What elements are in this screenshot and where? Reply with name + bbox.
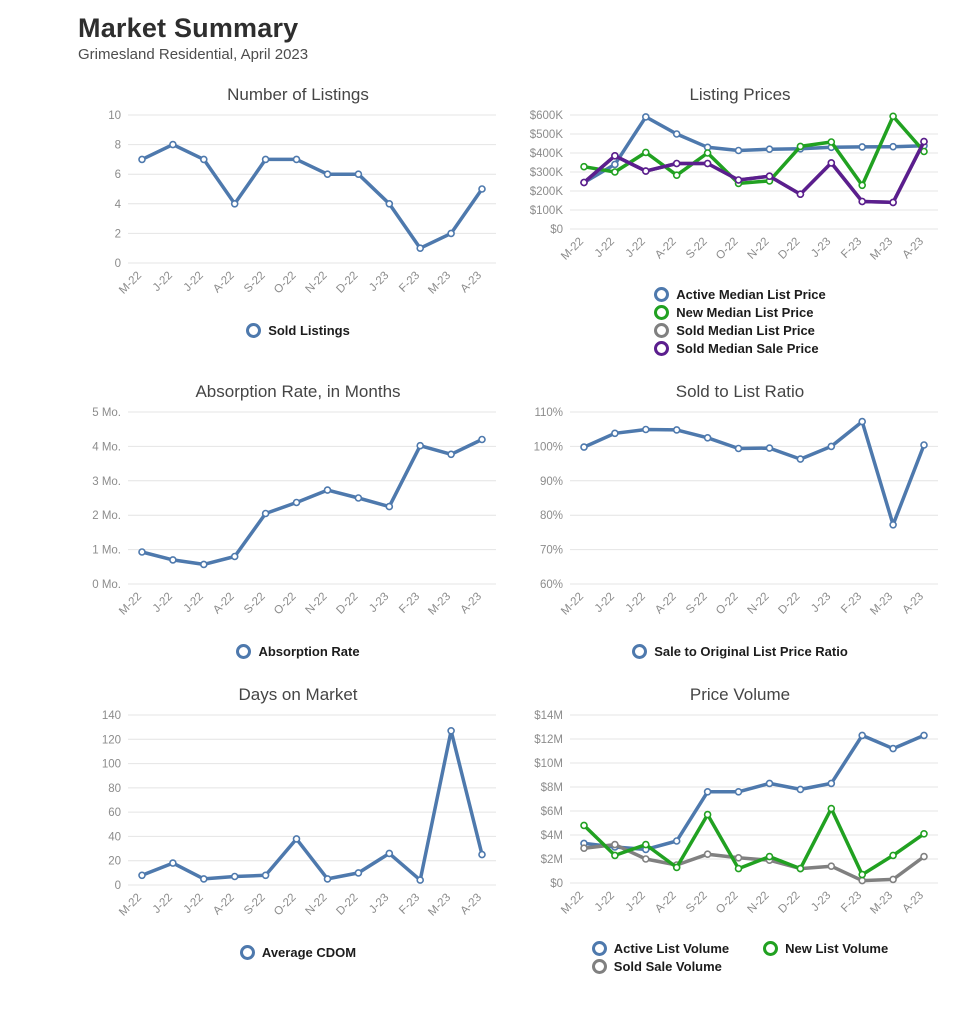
line-chart-canvas[interactable]: [520, 707, 950, 941]
legend-ring-icon: [592, 959, 607, 974]
svg-text:M-23: M-23: [868, 235, 896, 263]
svg-text:$200K: $200K: [529, 185, 563, 198]
svg-text:F-23: F-23: [839, 889, 865, 915]
svg-text:2 Mo.: 2 Mo.: [92, 509, 121, 522]
svg-text:$4M: $4M: [540, 829, 563, 842]
svg-text:$400K: $400K: [529, 147, 563, 160]
svg-text:$8M: $8M: [540, 781, 563, 794]
svg-text:$0: $0: [550, 223, 563, 236]
svg-text:F-23: F-23: [839, 235, 865, 261]
legend-ring-icon: [763, 941, 778, 956]
svg-text:A-22: A-22: [653, 235, 679, 261]
svg-text:J-22: J-22: [181, 891, 206, 916]
svg-text:S-22: S-22: [242, 590, 268, 616]
svg-text:J-23: J-23: [809, 590, 834, 615]
svg-text:8: 8: [114, 139, 121, 152]
chart-listing-prices: [520, 85, 960, 356]
legend-item-sold-median-sale-price[interactable]: [654, 341, 818, 356]
svg-text:M-22: M-22: [559, 590, 587, 618]
chart-title: Sold to List Ratio: [675, 381, 805, 401]
svg-text:20: 20: [108, 855, 121, 868]
legend-label: Absorption Rate: [258, 643, 360, 659]
svg-text:M-23: M-23: [868, 889, 896, 917]
legend-label: Sold Sale Volume: [613, 958, 722, 974]
svg-text:$6M: $6M: [540, 805, 563, 818]
svg-text:O-22: O-22: [714, 889, 741, 916]
svg-text:O-22: O-22: [272, 891, 299, 918]
chart-days-on-market: [78, 685, 518, 974]
line-chart-canvas[interactable]: [78, 404, 508, 642]
svg-text:M-23: M-23: [426, 891, 454, 919]
svg-text:N-22: N-22: [745, 235, 772, 262]
svg-text:S-22: S-22: [684, 590, 710, 616]
legend-ring-icon: [654, 323, 669, 338]
chart-title: Absorption Rate, in Months: [195, 381, 401, 401]
svg-text:A-22: A-22: [211, 891, 237, 917]
chart-sold-to-list-ratio: [520, 382, 960, 659]
legend-item-sold-sale-volume[interactable]: [592, 959, 722, 974]
svg-text:$12M: $12M: [534, 733, 563, 746]
legend-item-sale-to-original-list-price-ratio[interactable]: [632, 644, 848, 659]
svg-text:N-22: N-22: [303, 590, 330, 617]
svg-text:S-22: S-22: [242, 891, 268, 917]
svg-text:M-23: M-23: [426, 269, 454, 297]
svg-text:S-22: S-22: [684, 235, 710, 261]
chart-legend: [654, 287, 826, 356]
svg-text:40: 40: [108, 831, 121, 844]
svg-text:A-23: A-23: [458, 891, 485, 917]
svg-text:J-22: J-22: [150, 269, 176, 294]
chart-legend: [592, 941, 888, 974]
line-chart-canvas[interactable]: [78, 707, 508, 943]
svg-text:D-22: D-22: [334, 891, 361, 918]
legend-ring-icon: [240, 945, 255, 960]
svg-text:M-23: M-23: [426, 590, 454, 618]
chart-legend: [78, 945, 518, 960]
legend-item-new-median-list-price[interactable]: [654, 305, 813, 320]
svg-text:J-22: J-22: [592, 235, 618, 260]
line-chart-canvas[interactable]: [520, 107, 950, 287]
svg-text:A-22: A-22: [653, 889, 679, 915]
legend-item-active-median-list-price[interactable]: [654, 287, 826, 302]
svg-text:A-23: A-23: [458, 269, 485, 295]
svg-text:A-22: A-22: [653, 590, 679, 616]
svg-text:0: 0: [114, 257, 121, 270]
svg-text:$10M: $10M: [534, 757, 563, 770]
svg-text:4 Mo.: 4 Mo.: [92, 441, 121, 454]
svg-text:J-23: J-23: [809, 889, 834, 914]
svg-text:5 Mo.: 5 Mo.: [92, 406, 121, 419]
chart-title: Days on Market: [238, 684, 358, 704]
svg-text:F-23: F-23: [397, 891, 423, 917]
svg-text:M-22: M-22: [117, 590, 145, 618]
legend-label: Sale to Original List Price Ratio: [654, 643, 848, 659]
legend-item-absorption-rate[interactable]: [236, 644, 359, 659]
legend-ring-icon: [246, 323, 261, 338]
chart-title: Price Volume: [689, 684, 791, 704]
svg-text:6: 6: [114, 168, 121, 181]
chart-title: Listing Prices: [689, 84, 791, 104]
svg-text:140: 140: [101, 709, 121, 722]
svg-text:0 Mo.: 0 Mo.: [92, 578, 121, 591]
legend-label: New Median List Price: [676, 304, 814, 320]
svg-text:2: 2: [114, 228, 121, 241]
svg-text:N-22: N-22: [303, 269, 330, 296]
svg-text:J-23: J-23: [367, 269, 392, 294]
svg-text:M-22: M-22: [117, 891, 145, 919]
svg-text:N-22: N-22: [303, 891, 330, 918]
chart-legend: [78, 644, 518, 659]
legend-label: Average CDOM: [261, 944, 357, 960]
chart-absorption-rate: [78, 382, 518, 659]
svg-text:J-22: J-22: [623, 590, 648, 615]
svg-text:O-22: O-22: [272, 269, 299, 296]
svg-text:60: 60: [108, 806, 121, 819]
svg-text:D-22: D-22: [776, 590, 803, 617]
svg-text:O-22: O-22: [272, 590, 299, 617]
legend-ring-icon: [654, 287, 669, 302]
svg-text:$14M: $14M: [534, 709, 563, 722]
legend-item-sold-listings[interactable]: [246, 323, 350, 338]
svg-text:80: 80: [108, 782, 121, 795]
svg-text:J-23: J-23: [809, 235, 834, 260]
svg-text:O-22: O-22: [714, 235, 741, 262]
svg-text:4: 4: [114, 198, 121, 211]
svg-text:$500K: $500K: [529, 128, 563, 141]
svg-text:120: 120: [101, 733, 121, 746]
svg-text:J-23: J-23: [367, 590, 392, 615]
svg-text:110%: 110%: [534, 406, 563, 419]
svg-text:D-22: D-22: [776, 889, 803, 916]
line-chart-canvas[interactable]: [78, 107, 508, 321]
svg-text:$300K: $300K: [529, 166, 563, 179]
svg-text:A-23: A-23: [900, 590, 927, 616]
svg-text:10: 10: [108, 109, 121, 122]
legend-label: Sold Median Sale Price: [676, 340, 819, 356]
svg-text:$2M: $2M: [540, 853, 563, 866]
legend-item-active-list-volume[interactable]: [592, 941, 729, 956]
svg-text:D-22: D-22: [334, 590, 361, 617]
chart-legend: [520, 644, 960, 659]
svg-text:A-23: A-23: [458, 590, 485, 616]
svg-text:90%: 90%: [539, 475, 563, 488]
svg-text:A-22: A-22: [211, 269, 237, 295]
legend-ring-icon: [632, 644, 647, 659]
svg-text:M-23: M-23: [868, 590, 896, 618]
legend-ring-icon: [654, 305, 669, 320]
legend-ring-icon: [236, 644, 251, 659]
svg-text:J-22: J-22: [150, 891, 176, 916]
svg-text:M-22: M-22: [559, 235, 587, 263]
svg-text:J-23: J-23: [367, 891, 392, 916]
page-title: Market Summary: [78, 13, 299, 43]
svg-text:J-22: J-22: [150, 590, 176, 615]
legend-label: Sold Listings: [268, 322, 350, 338]
svg-text:S-22: S-22: [242, 269, 268, 295]
svg-text:O-22: O-22: [714, 590, 741, 617]
legend-label: Sold Median List Price: [676, 322, 815, 338]
svg-text:$100K: $100K: [529, 204, 563, 217]
svg-text:F-23: F-23: [397, 269, 423, 295]
svg-text:N-22: N-22: [745, 889, 772, 916]
svg-text:J-22: J-22: [181, 590, 206, 615]
legend-item-average-cdom[interactable]: [240, 945, 356, 960]
chart-number-of-listings: [78, 85, 518, 356]
svg-text:80%: 80%: [539, 509, 563, 522]
svg-text:0: 0: [114, 879, 121, 892]
svg-text:J-22: J-22: [181, 269, 206, 294]
svg-text:J-22: J-22: [623, 889, 648, 914]
legend-label: Active List Volume: [613, 940, 730, 956]
chart-legend: [78, 323, 518, 338]
svg-text:D-22: D-22: [334, 269, 361, 296]
svg-text:F-23: F-23: [397, 590, 423, 616]
svg-text:S-22: S-22: [684, 889, 710, 915]
svg-text:A-23: A-23: [900, 235, 927, 261]
svg-text:60%: 60%: [539, 578, 563, 591]
legend-label: Active Median List Price: [676, 286, 826, 302]
svg-text:A-23: A-23: [900, 889, 927, 915]
legend-label: New List Volume: [785, 940, 889, 956]
svg-text:100%: 100%: [533, 441, 563, 454]
svg-text:70%: 70%: [539, 544, 563, 557]
svg-text:J-22: J-22: [592, 590, 618, 615]
svg-text:J-22: J-22: [623, 235, 648, 260]
charts-grid: [78, 85, 960, 974]
svg-text:D-22: D-22: [776, 235, 803, 262]
page-subtitle: Grimesland Residential, April 2023: [78, 45, 309, 63]
svg-text:1 Mo.: 1 Mo.: [92, 544, 121, 557]
svg-text:A-22: A-22: [211, 590, 237, 616]
svg-text:$0: $0: [550, 877, 563, 890]
svg-text:$600K: $600K: [529, 109, 563, 122]
svg-text:3 Mo.: 3 Mo.: [92, 475, 121, 488]
chart-title: Number of Listings: [227, 84, 369, 104]
legend-item-new-list-volume[interactable]: [763, 941, 888, 956]
chart-price-volume: [520, 685, 960, 974]
svg-text:F-23: F-23: [839, 590, 865, 616]
legend-item-sold-median-list-price[interactable]: [654, 323, 815, 338]
svg-text:M-22: M-22: [117, 269, 145, 297]
svg-text:N-22: N-22: [745, 590, 772, 617]
line-chart-canvas[interactable]: [520, 404, 950, 642]
legend-ring-icon: [654, 341, 669, 356]
svg-text:100: 100: [101, 758, 121, 771]
svg-text:J-22: J-22: [592, 889, 618, 914]
legend-ring-icon: [592, 941, 607, 956]
svg-text:M-22: M-22: [559, 889, 587, 917]
